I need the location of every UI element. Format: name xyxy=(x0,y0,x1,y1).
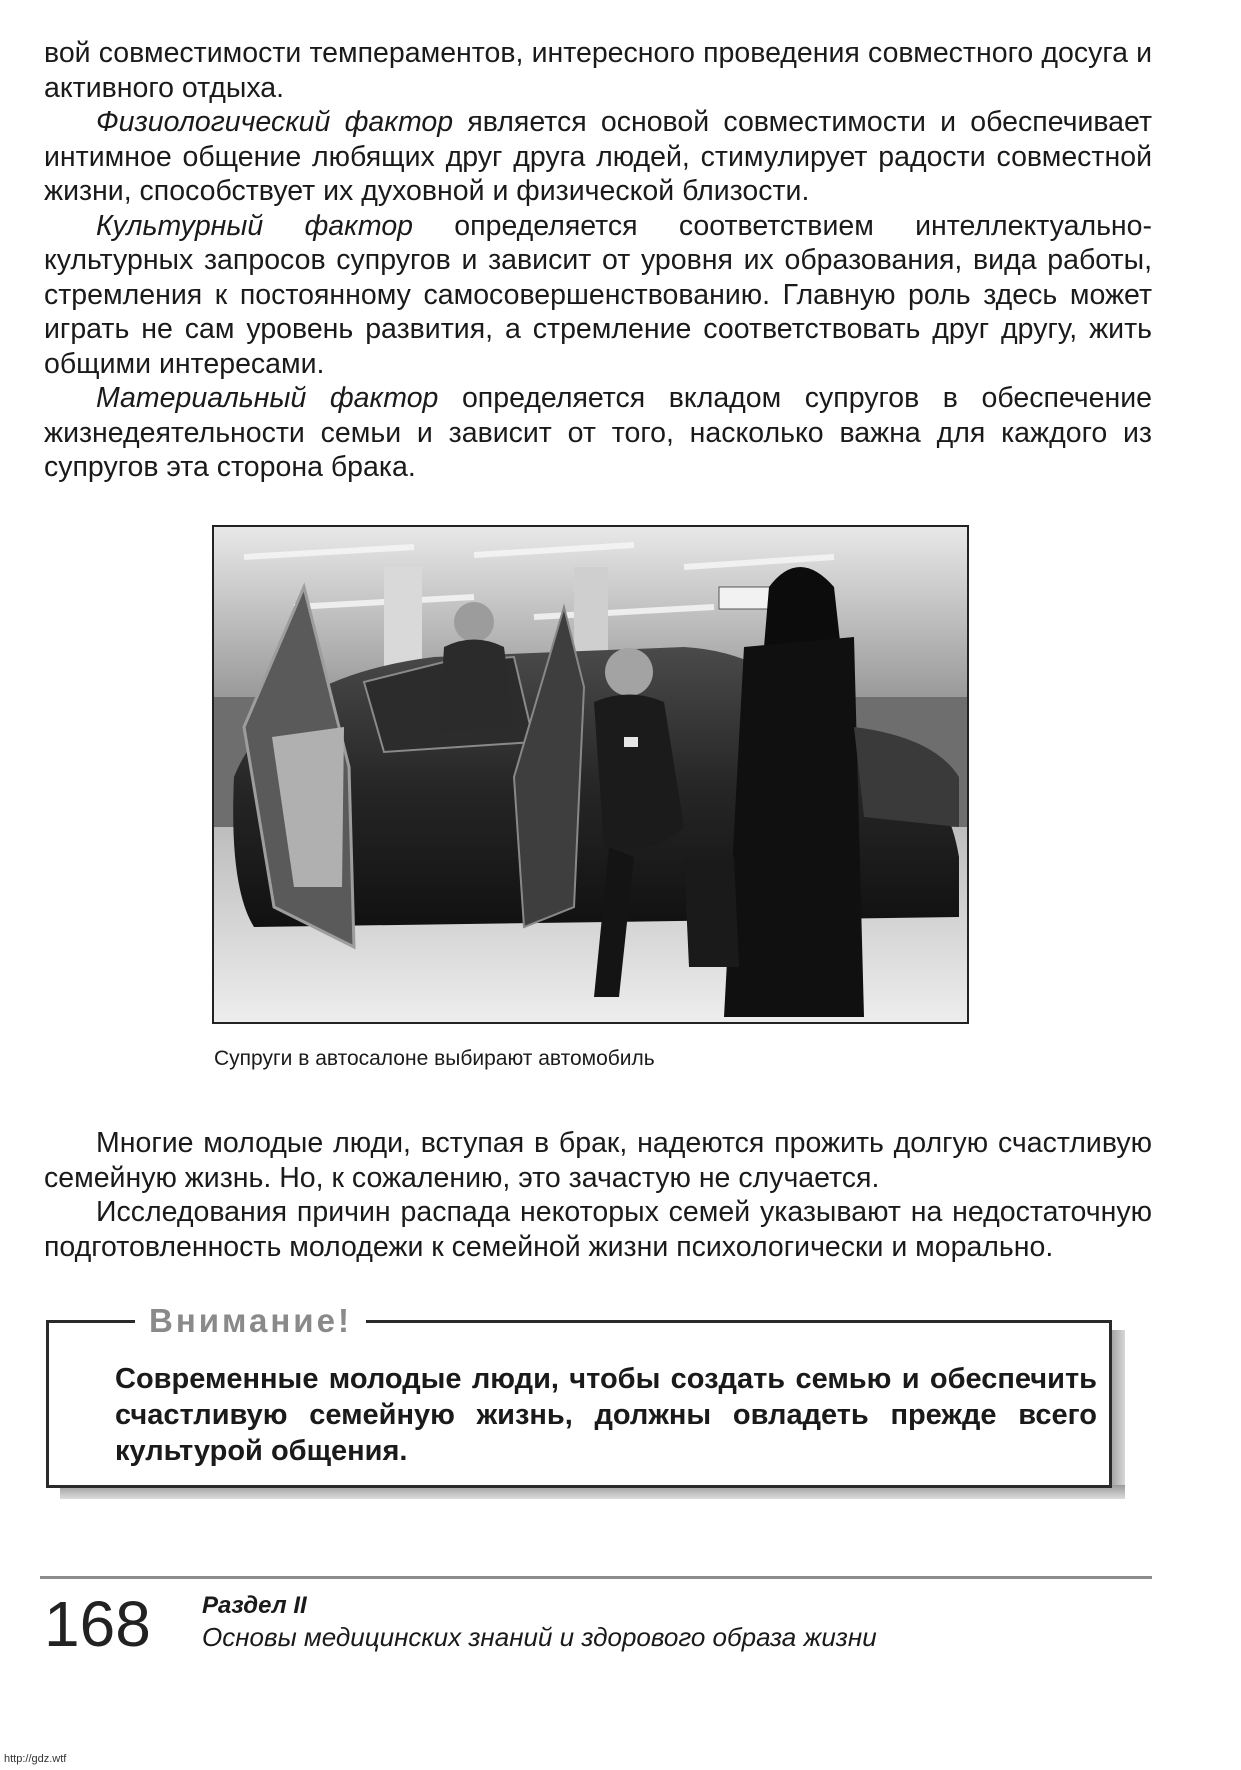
callout-title: Внимание! xyxy=(135,1301,366,1341)
body-text-top xyxy=(44,36,1152,485)
paragraph-compatibility-end: вой совместимости темпераментов, интересного проведения совместного досуга и активного отдыха. xyxy=(44,37,1152,104)
paragraph-research: Исследования причин распада некоторых семей указывают на недостаточную подготовленность молодежи к семейной жизни психологически и морально. xyxy=(44,1196,1152,1263)
term-material: Материальный фактор xyxy=(96,382,439,414)
car-showroom-photo xyxy=(214,527,967,1022)
page-number: 168 xyxy=(44,1588,151,1660)
callout-box xyxy=(46,1302,1112,1488)
paragraph-physiological: Физиологический фактор является основой совместимости и обеспечивает интимное общение любящих друг друга людей, стимулирует радости совместной жизни, способствует их духовной и физической близости. xyxy=(44,106,1152,207)
footer-divider xyxy=(40,1576,1152,1579)
attention-callout xyxy=(46,1302,1122,1490)
paragraph-cultural: Культурный фактор определяется соответствием интеллектуально-культурных запросов супругов и зависит от уровня их образования, вида работы, стремления к постоянному самосовершенствованию. Главную роль здесь может играть не сам уровень развития, а стремление соответствовать друг другу, жить общими интересами. xyxy=(44,209,1152,380)
footer-section-subtitle: Основы медицинских знаний и здорового образа жизни xyxy=(202,1622,877,1652)
term-physiological: Физиологический фактор xyxy=(96,106,454,138)
photo-illustration xyxy=(214,527,967,1022)
watermark-url: http://gdz.wtf xyxy=(4,1753,67,1765)
footer-section-title: Раздел II xyxy=(202,1592,307,1619)
paragraph-young-people: Многие молодые люди, вступая в брак, надеются прожить долгую счастливую семейную жизнь. Но, к сожалению, это зачастую не случается. xyxy=(44,1127,1152,1194)
term-cultural: Культурный фактор xyxy=(96,209,414,242)
body-text-bottom xyxy=(44,1126,1152,1264)
figure-caption: Супруги в автосалоне выбирают автомобиль xyxy=(214,1047,655,1070)
callout-text: Современные молодые люди, чтобы создать семью и обеспечить счастливую семейную жизнь, должны овладеть прежде всего культурой общения. xyxy=(115,1363,1097,1467)
paragraph-material: Материальный фактор определяется вкладом супругов в обеспечение жизнедеятельности семьи и зависит от того, насколько важна для каждого из супругов эта сторона брака. xyxy=(44,382,1152,483)
